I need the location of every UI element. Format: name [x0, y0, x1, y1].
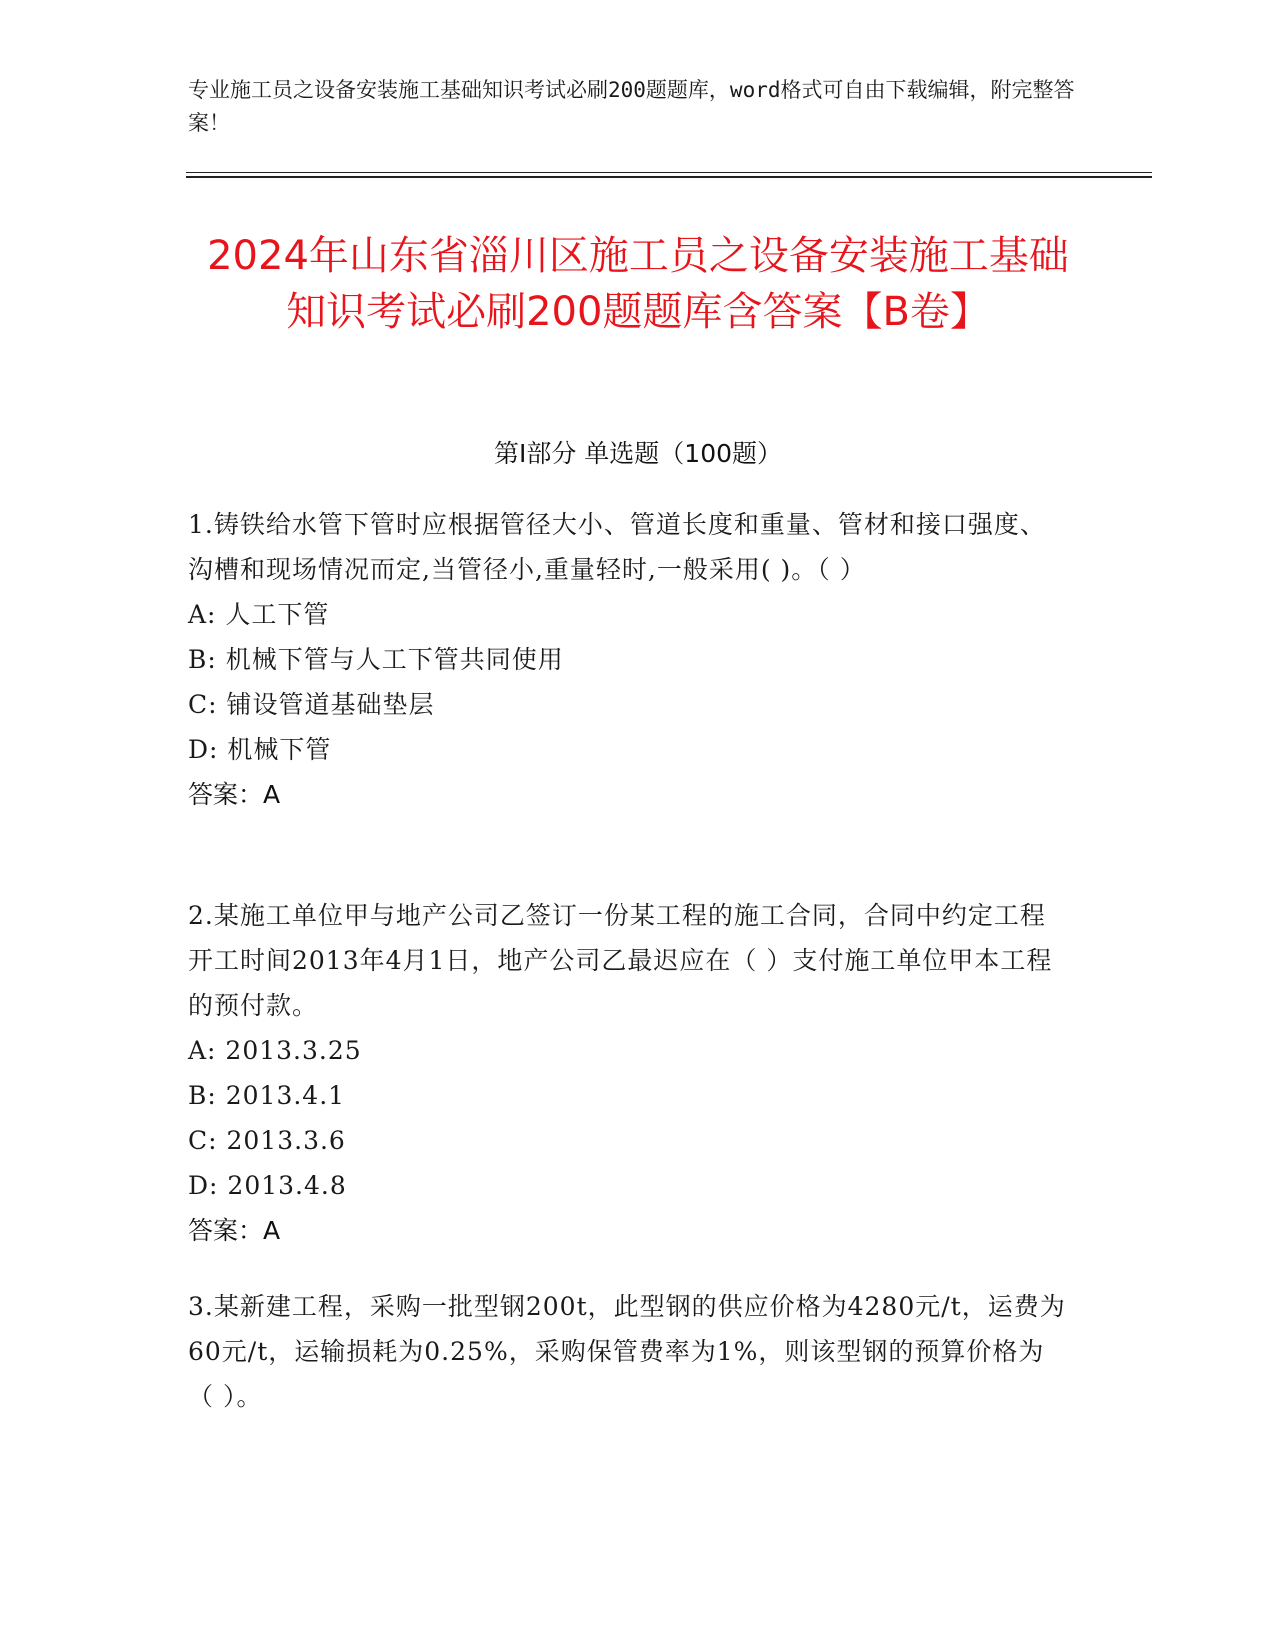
answer-label: 答案：A [188, 780, 281, 809]
option-c: C: 铺设管道基础垫层 [188, 690, 435, 719]
option-d: D: 2013.4.8 [188, 1171, 347, 1200]
option-a: A: 人工下管 [188, 600, 330, 629]
option-a: A: 2013.3.25 [188, 1036, 362, 1065]
header-note: 专业施工员之设备安装施工基础知识考试必刷200题题库，word格式可自由下载编辑，附完整答案！ [188, 78, 1075, 135]
question-1 [188, 502, 1068, 817]
option-b: B: 2013.4.1 [188, 1081, 346, 1110]
question-stem: 3.某新建工程，采购一批型钢200t，此型钢的供应价格为4280元/t，运费为60元/t，运输损耗为0.25%，采购保管费率为1%，则该型钢的预算价格为（ ）。 [188, 1292, 1066, 1411]
question-3 [188, 1284, 1068, 1419]
option-b: B: 机械下管与人工下管共同使用 [188, 645, 564, 674]
header-divider-thick [186, 176, 1152, 178]
question-stem: 1.铸铁给水管下管时应根据管径大小、管道长度和重量、管材和接口强度、沟槽和现场情况而定,当管径小,重量轻时,一般采用( )。（ ） [188, 510, 1046, 584]
section-heading: 第I部分 单选题（100题） [493, 439, 783, 468]
question-2 [188, 893, 1068, 1253]
document-title: 2024年山东省淄川区施工员之设备安装施工基础知识考试必刷200题题库含答案【B卷】 [207, 233, 1069, 335]
option-c: C: 2013.3.6 [188, 1126, 346, 1155]
answer-label: 答案：A [188, 1216, 281, 1245]
header-divider-thin [186, 172, 1152, 173]
question-stem: 2.某施工单位甲与地产公司乙签订一份某工程的施工合同，合同中约定工程开工时间2013年4月1日，地产公司乙最迟应在（ ）支付施工单位甲本工程的预付款。 [188, 901, 1053, 1020]
option-d: D: 机械下管 [188, 735, 332, 764]
